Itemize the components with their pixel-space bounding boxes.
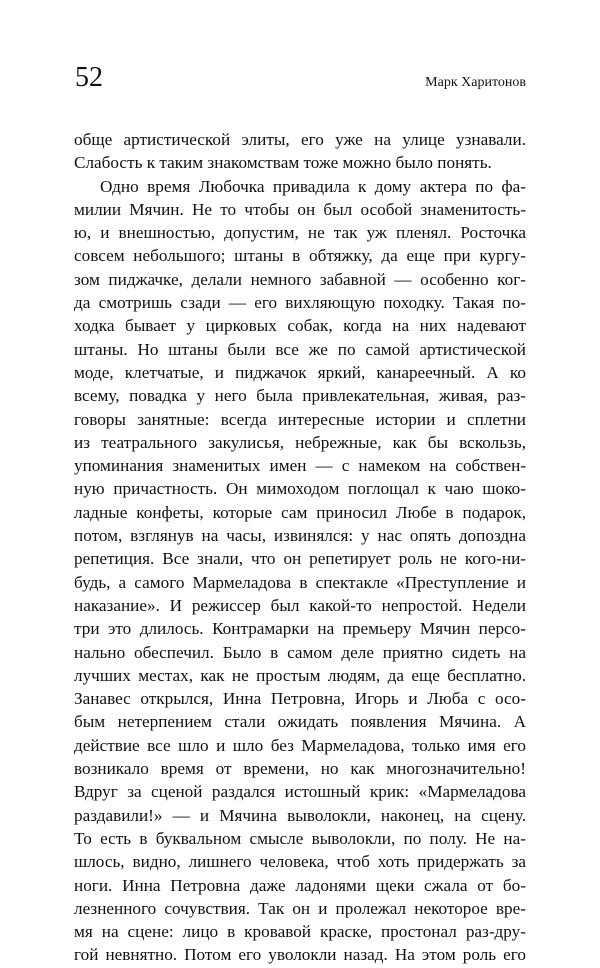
text-line: три это длилось. Контрамарки на премьеру Мячин персо-: [74, 619, 526, 639]
text-line: ю, и внешностью, допустим, не так уж пленял. Росточка: [74, 223, 526, 243]
text-line: милии Мячин. Не то чтобы он был особой знаменитость-: [74, 199, 526, 219]
text-line: возникало время от времени, но как многозначительно!: [74, 759, 526, 779]
body-text: [74, 128, 526, 967]
text-line: упоминания знаменитых имен — с намеком на собствен-: [74, 456, 526, 476]
text-line: ную причастность. Он мимоходом поглощал к чаю шоко-: [74, 479, 526, 499]
text-line: обще артистической элиты, его уже на улице узнавали.: [74, 130, 526, 149]
text-line: Вдруг за сценой раздался истошный крик: «Мармеладова: [74, 782, 526, 802]
text-line: нально обеспечил. Было в самом деле приятно сидеть на: [74, 642, 526, 662]
text-line: раздавили!» — и Мячина выволокли, наконец, на сцену.: [74, 805, 526, 825]
text-line: ладные конфеты, которые сам приносил Любе в подарок,: [74, 502, 526, 522]
text-line: Одно время Любочка привадила к дому актера по фа-: [100, 176, 526, 196]
text-line: зом пиджачке, делали немного забавной — особенно ког-: [74, 269, 526, 289]
text-line: гой невнятно. Потом его уволокли назад. На этом роль его: [74, 945, 526, 965]
text-line: моде, клетчатые, и пиджачок яркий, канареечный. А ко: [74, 362, 526, 382]
text-line: наказание». И режиссер был какой-то непростой. Недели: [74, 595, 526, 615]
text-line: потом, взглянув на часы, извинялся: у нас опять допоздна: [74, 526, 526, 546]
text-line: действие все шло и шло без Мармеладова, только имя его: [74, 735, 526, 755]
text-line: ноги. Инна Петровна даже ладонями щеки сжала от бо-: [74, 875, 526, 895]
text-line: да смотришь сзади — его вихляющую походку. Такая по-: [74, 293, 526, 313]
text-line: говоры занятные: всегда интересные истории и сплетни: [74, 409, 526, 429]
text-line: лезненного сочувствия. Так он и пролежал некоторое вре-: [74, 898, 526, 918]
text-line: ходка бывает у цирковых собак, когда на них надевают: [74, 316, 526, 336]
text-line: репетиция. Все знали, что он репетирует роль не кого-ни-: [74, 549, 526, 569]
text-line: Слабость к таким знакомствам тоже можно было понять.: [74, 153, 492, 173]
text-line: лучших местах, как не простым людям, да еще бесплатно.: [74, 665, 526, 685]
text-line: бым нетерпением стали ожидать появления Мячина. А: [74, 712, 526, 732]
text-line: совсем небольшого; штаны в обтяжку, да еще при кургу-: [74, 246, 526, 266]
page-number: 52: [75, 62, 103, 93]
running-head-author: Марк Харитонов: [425, 75, 526, 90]
text-line: будь, а самого Мармеладова в спектакле «Преступление и: [74, 572, 526, 592]
text-line: Занавес открылся, Инна Петровна, Игорь и Люба с осо-: [74, 689, 526, 709]
text-line: штаны. Но штаны были все же по самой артистической: [74, 339, 526, 359]
text-line: всему, повадка у него была привлекательная, живая, раз-: [74, 386, 526, 406]
text-line: шлось, видно, лишнего человека, чтоб хоть придержать за: [74, 852, 526, 872]
text-line: мя на сцене: лицо в кровавой краске, простонал раз-дру-: [74, 922, 526, 942]
text-line: из театрального закулисья, небрежные, как бы вскользь,: [74, 432, 526, 452]
text-line: То есть в буквальном смысле выволокли, по полу. Не на-: [74, 828, 526, 848]
